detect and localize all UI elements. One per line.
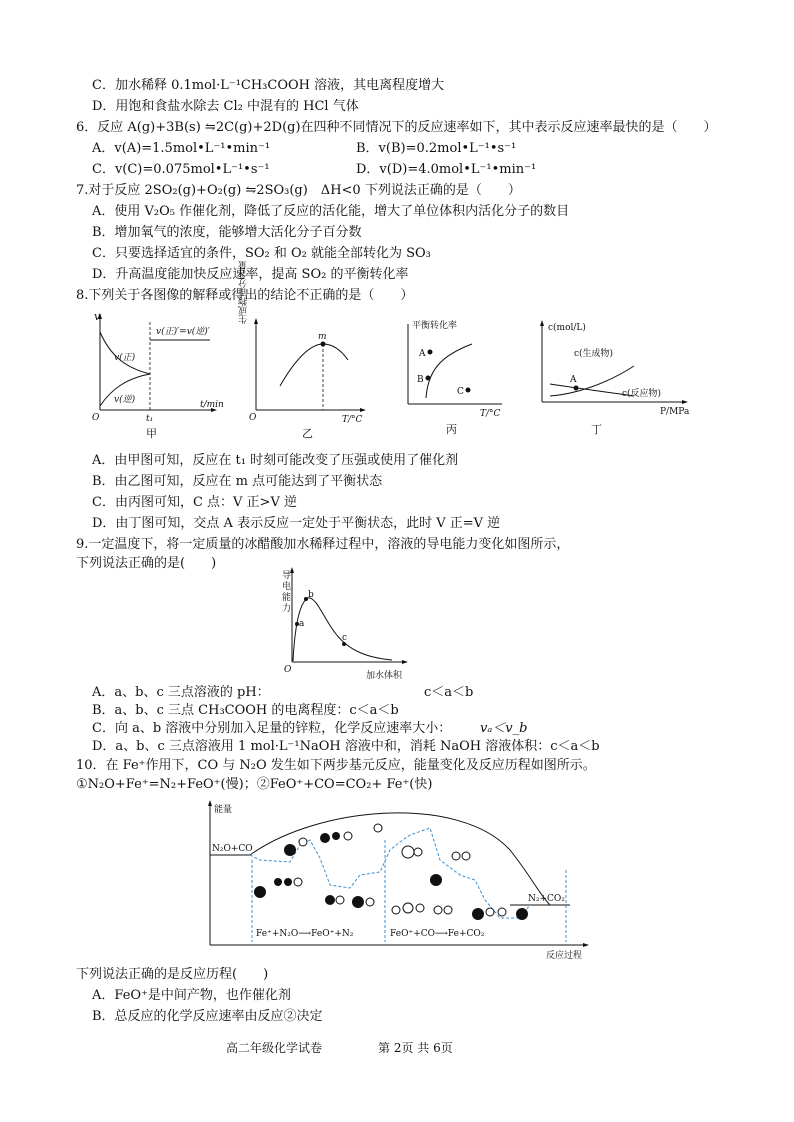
q6-stem: 6．反应 A(g)+3B(s) ⇋2C(g)+2D(g)在四种不同情况下的反应速率如下，其中表示反应速率最快的是（ ） — [76, 120, 717, 135]
q9-curve — [293, 598, 392, 661]
footer-page: 第 2页 共 6页 — [378, 1041, 453, 1055]
q10-stem-line1: 10．在 Fe⁺作用下，CO 与 N₂O 发生如下两步基元反应，能量变化及反应历程如图所示。 — [76, 758, 596, 773]
q9-stem-line1: 9.一定温度下，将一定质量的冰醋酸加水稀释过程中，溶液的导电能力变化如图所示， — [76, 537, 570, 552]
figure-q9 — [280, 564, 410, 684]
bing-point-c — [466, 388, 471, 393]
q10-end-label: N₂+CO₂ — [528, 894, 565, 904]
q9-origin: O — [284, 665, 292, 675]
q10-ylabel: 能量 — [214, 805, 233, 815]
q9-ylabel-2: 电 — [282, 582, 292, 592]
footer-title: 高二年级化学试卷 — [226, 1041, 323, 1055]
figure-yi — [236, 261, 376, 440]
q9-c-label: c — [342, 633, 348, 643]
bing-c-label: C — [457, 387, 464, 397]
ding-caption: 丁 — [591, 423, 602, 436]
ding-product-label: c(生成物) — [574, 349, 614, 359]
jia-origin: O — [92, 413, 100, 423]
q10-stem-line2: ①N₂O+Fe⁺=N₂+FeO⁺(慢)；②FeO⁺+CO=CO₂+ Fe⁺(快) — [76, 777, 433, 792]
ding-reactant-label: c(反应物) — [622, 389, 662, 399]
q9-b-label: b — [308, 590, 314, 600]
q9-option-c: C．向 a、b 溶液中分别加入足量的锌粒，化学反应速率大小： — [92, 721, 452, 736]
bing-point-b — [426, 376, 431, 381]
q6-option-c: C．v(C)=0.075mol•L⁻¹•s⁻¹ — [92, 162, 270, 177]
jia-ylabel: v — [94, 310, 101, 323]
q10-start-label: N₂O+CO — [212, 844, 253, 854]
q8-option-c: C．由丙图可知，C 点：V 正>V 逆 — [92, 495, 297, 510]
q10-xlabel: 反应过程 — [546, 951, 583, 961]
jia-xlabel: t/min — [200, 400, 224, 410]
q10-step2-label: FeO⁺+CO⟶Fe+CO₂ — [390, 929, 485, 939]
bing-xlabel: T/°C — [480, 409, 501, 419]
q7-stem: 7.对于反应 2SO₂(g)+O₂(g) ⇋2SO₃(g) ΔH<0 下列说法正确的是（ ） — [76, 183, 521, 198]
bing-title: 平衡转化率 — [412, 321, 458, 331]
q10-option-b: B．总反应的化学反应速率由反应②决定 — [92, 1009, 323, 1024]
q7-option-c: C．只要选择适宜的条件，SO₂ 和 O₂ 就能全部转化为 SO₃ — [92, 246, 431, 261]
figure-bing — [402, 316, 512, 438]
yi-ylabel: 生成物百分含量 — [239, 261, 249, 324]
q9-option-b: B．a、b、c 三点 CH₃COOH 的电离程度：c＜a＜b — [92, 703, 399, 718]
ding-a-label: A — [570, 375, 577, 385]
ding-xlabel: P/MPa — [660, 407, 690, 417]
q9-option-a: A．a、b、c 三点溶液的 pH： — [92, 685, 270, 700]
q8-option-b: B．由乙图可知，反应在 m 点可能达到了平衡状态 — [92, 474, 383, 489]
jia-v-reverse: v(逆) — [114, 395, 136, 405]
q9-xlabel: 加水体积 — [366, 671, 403, 681]
q9-stem-line2: 下列说法正确的是( ) — [76, 556, 217, 571]
bing-curve — [426, 344, 472, 398]
yi-xlabel: T/°C — [342, 415, 363, 425]
q9-a-label: a — [299, 619, 305, 629]
q6-option-d: D．v(D)=4.0mol•L⁻¹•min⁻¹ — [356, 162, 537, 177]
q10-pathway-trace — [250, 828, 530, 918]
q9-option-a-order: c＜a＜b — [424, 685, 474, 700]
jia-v-forward: v(正) — [114, 353, 136, 363]
bing-point-a — [428, 350, 433, 355]
yi-point-m — [321, 342, 326, 347]
q5-option-c: C．加水稀释 0.1mol·L⁻¹CH₃COOH 溶液，其电离程度增大 — [92, 78, 445, 93]
bing-a-label: A — [419, 349, 426, 359]
q8-option-a: A．由甲图可知，反应在 t₁ 时刻可能改变了压强或使用了催化剂 — [92, 453, 459, 468]
ding-point-a — [574, 386, 579, 391]
yi-origin: O — [249, 413, 257, 423]
jia-t1: t₁ — [146, 414, 154, 424]
q9-ylabel-4: 力 — [282, 604, 292, 614]
q7-option-d: D．升高温度能加快反应速率，提高 SO₂ 的平衡转化率 — [92, 267, 409, 282]
q9-ylabel-3: 能 — [282, 593, 292, 603]
jia-caption: 甲 — [146, 427, 157, 440]
figure-ding — [536, 316, 706, 438]
yi-curve — [280, 344, 348, 386]
bing-caption: 丙 — [446, 423, 457, 436]
q10-energy-curve — [250, 813, 550, 905]
q8-stem: 8.下列关于各图像的解释或得出的结论不正确的是（ ） — [76, 288, 414, 303]
q10-step1-label: Fe⁺+N₂O⟶FeO⁺+N₂ — [256, 929, 354, 939]
bing-b-label: B — [417, 375, 424, 385]
q8-option-d: D．由丁图可知，交点 A 表示反应一定处于平衡状态，此时 V 正=V 逆 — [92, 516, 501, 531]
q7-option-a: A．使用 V₂O₅ 作催化剂，降低了反应的活化能，增大了单位体积内活化分子的数目 — [92, 204, 570, 219]
jia-equal-label: v(正)′=v(逆)′ — [156, 327, 210, 337]
q5-option-d: D．用饱和食盐水除去 Cl₂ 中混有的 HCl 气体 — [92, 99, 359, 114]
q9-ylabel-1: 导 — [282, 571, 292, 581]
q7-option-b: B．增加氧气的浓度，能够增大活化分子百分数 — [92, 225, 362, 240]
q10-stem-line3: 下列说法正确的是反应历程( ) — [76, 967, 269, 982]
q6-option-a: A．v(A)=1.5mol•L⁻¹•min⁻¹ — [92, 141, 271, 156]
q9-option-c-rate: vₐ＜v_b — [480, 721, 528, 736]
q10-molecule-sketches — [254, 824, 528, 920]
yi-caption: 乙 — [302, 427, 313, 440]
q6-option-b: B．v(B)=0.2mol•L⁻¹•s⁻¹ — [356, 141, 517, 156]
ding-ylabel: c(mol/L) — [548, 323, 586, 333]
q9-option-d: D．a、b、c 三点溶液用 1 mol·L⁻¹NaOH 溶液中和，消耗 NaOH 溶液体积：c＜a＜b — [92, 739, 600, 754]
yi-m-label: m — [318, 332, 327, 342]
q10-option-a: A．FeO⁺是中间产物，也作催化剂 — [92, 988, 291, 1003]
figure-jia — [90, 310, 224, 440]
figure-q10-energy — [200, 800, 590, 960]
